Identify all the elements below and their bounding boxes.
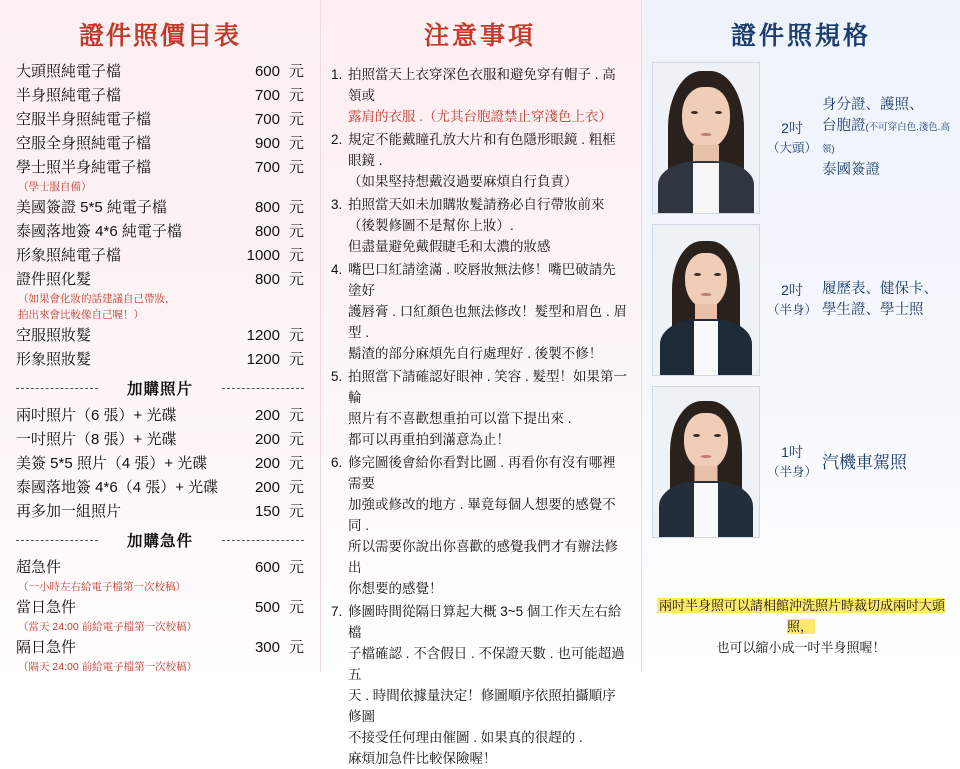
- price-list-group-basic: [16, 62, 304, 194]
- price-row: [16, 246, 304, 265]
- notice-rule-number: 2.: [331, 132, 343, 147]
- price-label: 證件照化髮: [16, 271, 92, 288]
- price-unit: 元: [288, 455, 304, 472]
- price-label: 美國簽證 5*5 純電子檔: [16, 199, 167, 216]
- notice-rule-line: 嘴巴口紅請塗滿 . 咬唇妝無法修！嘴巴破請先塗好: [348, 262, 616, 298]
- spec-row: [652, 62, 950, 214]
- price-amount: 900: [254, 135, 280, 152]
- notice-rule-line: （如果堅持想戴沒過要麻煩自行負責）: [348, 174, 578, 189]
- spec-usage-line: 泰國簽證: [822, 162, 880, 178]
- price-row: [16, 158, 304, 177]
- notice-rule: [331, 194, 629, 257]
- notice-rule: [331, 452, 629, 599]
- price-unit: 元: [288, 503, 304, 520]
- spec-usage-line-note: (不可穿白色.淺色.高領): [822, 122, 950, 155]
- urgent-note: （隔天 24:00 前給電子檔第一次校稿）: [18, 661, 198, 673]
- price-label: 美簽 5*5 照片（4 張）+ 光碟: [16, 455, 208, 472]
- price-unit: 元: [288, 87, 304, 104]
- price-amount: 800: [254, 199, 280, 216]
- price-unit: 元: [288, 559, 304, 576]
- notice-rule-line: 不接受任何理由催圖 . 如果真的很趕的 .: [348, 730, 583, 745]
- notice-rule-number: 1.: [331, 67, 343, 82]
- price-row: [16, 222, 304, 241]
- price-amount: 1200: [246, 351, 280, 368]
- urgent-note: （當天 24:00 前給電子檔第一次校稿）: [18, 621, 198, 633]
- spec-size-value: 2吋: [781, 282, 803, 298]
- notice-panel: [320, 0, 642, 766]
- price-amount: 1000: [246, 247, 280, 264]
- price-row: [16, 110, 304, 129]
- notice-rule-line: 照片有不喜歡想重拍可以當下提出來 .: [348, 411, 572, 426]
- spec-size-sub: （大頭）: [766, 141, 817, 155]
- price-unit: 元: [288, 63, 304, 80]
- notice-rule: [331, 64, 629, 127]
- notice-rule-line: 但盡量避免戴假睫毛和太濃的妝感: [348, 239, 551, 254]
- notice-rule-line: 規定不能戴瞳孔放大片和有色隱形眼鏡 . 粗框眼鏡 .: [348, 132, 616, 168]
- notice-rule-line: 拍照當天上衣穿深色衣服和避免穿有帽子 . 高領或: [348, 67, 616, 103]
- price-row: [16, 406, 304, 425]
- spec-size-sub: （半身）: [766, 303, 817, 317]
- price-row: [16, 598, 304, 617]
- notice-rule-line: （後製修圖不是幫你上妝）.: [348, 218, 514, 233]
- notice-rule-body: [348, 259, 629, 364]
- price-amount: 200: [254, 455, 280, 472]
- price-unit: 元: [288, 327, 304, 344]
- spec-size-value: 2吋: [781, 120, 803, 136]
- price-label: 形象照妝髮: [16, 351, 92, 368]
- notice-rule-body: [348, 64, 629, 127]
- spec-usage-line: 履歷表、健保卡、: [822, 281, 938, 297]
- spec-usage-line: 學生證、學士照: [822, 302, 924, 318]
- notice-rule-line: 護唇膏 . 口紅顏色也無法修改！髮型和眉色 . 眉型 .: [348, 304, 628, 340]
- price-unit: 元: [288, 223, 304, 240]
- price-row: [16, 430, 304, 449]
- notice-rule-number: 3.: [331, 197, 343, 212]
- notice-rule-number: 4.: [331, 262, 343, 277]
- price-label: 當日急件: [16, 599, 77, 616]
- price-row: [16, 326, 304, 345]
- spec-title: 證件照規格: [730, 22, 871, 50]
- price-amount: 600: [254, 559, 280, 576]
- notice-rule-number: 6.: [331, 455, 343, 470]
- price-amount: 200: [254, 431, 280, 448]
- notice-rule-line: 所以需要你說出你喜歡的感覺我們才有辦法修出: [348, 539, 618, 575]
- notice-rule-line: 麻煩加急件比較保險喔！: [348, 751, 497, 766]
- notice-rule: [331, 601, 629, 769]
- spec-size: [766, 442, 818, 482]
- price-amount: 200: [254, 407, 280, 424]
- notice-rule-line: 你想要的感覺！: [348, 581, 443, 596]
- price-label: 再多加一組照片: [16, 503, 122, 520]
- price-amount: 500: [254, 599, 280, 616]
- notice-rule-body: [348, 452, 629, 599]
- notice-rule: [331, 366, 629, 450]
- price-label: 空服全身照純電子檔: [16, 135, 152, 152]
- price-unit: 元: [288, 351, 304, 368]
- price-amount: 300: [254, 639, 280, 656]
- notice-rule-line: 天 . 時間依據量決定！修圖順序依照拍攝順序修圖: [348, 688, 616, 724]
- spec-panel: [642, 0, 960, 672]
- price-label: 泰國落地簽 4*6（4 張）+ 光碟: [16, 479, 219, 496]
- sample-photo-2inch-halfbody: [652, 224, 760, 376]
- notice-rule-line: 加強或修改的地方 . 畢竟每個人想要的感覺不同 .: [348, 497, 616, 533]
- spec-usage-text: [818, 95, 950, 181]
- price-row: [16, 270, 304, 289]
- notice-rule-line: 修完圖後會給你看對比圖 . 再看你有沒有哪裡需要: [348, 455, 616, 491]
- price-amount: 700: [254, 111, 280, 128]
- price-label: 學士照半身純電子檔: [16, 159, 152, 176]
- price-unit: 元: [288, 407, 304, 424]
- price-row: [16, 350, 304, 369]
- notice-rule-line: 都可以再重拍到滿意為止！: [348, 432, 510, 447]
- price-label: 隔日急件: [16, 639, 77, 656]
- price-amount: 800: [254, 271, 280, 288]
- urgent-note: （一小時左右給電子檔第一次校稿）: [18, 581, 186, 593]
- price-list-group-makeup: [16, 326, 304, 369]
- price-note-graduation-gown: （學士服自備）: [18, 181, 92, 193]
- notice-rule-line: 子檔確認 . 不含假日 . 不保證天數 . 也可能超過五: [348, 646, 625, 682]
- notice-rule-line: 拍照當下請確認好眼神 . 笑容 . 髮型！如果第一輪: [348, 369, 628, 405]
- price-label: 空服半身照純電子檔: [16, 111, 152, 128]
- price-row: [16, 638, 304, 657]
- notice-rule: [331, 129, 629, 192]
- notice-rule-number: 7.: [331, 604, 343, 619]
- spec-row: [652, 224, 950, 376]
- price-label: 半身照純電子檔: [16, 87, 122, 104]
- spec-bottom-note: [650, 595, 952, 658]
- price-amount: 150: [254, 503, 280, 520]
- spec-usage-text: [818, 452, 950, 473]
- spec-size-sub: （半身）: [766, 465, 817, 479]
- sample-photo-2inch-headshot: [652, 62, 760, 214]
- price-unit: 元: [288, 599, 304, 616]
- spec-bottom-note-line2: 也可以縮小成一吋半身照喔！: [716, 640, 886, 655]
- spec-usage-line: [822, 116, 950, 160]
- price-row: [16, 502, 304, 521]
- spec-usage-text: [818, 279, 950, 321]
- spec-size: [766, 280, 818, 320]
- notice-rule-body: [348, 366, 629, 450]
- price-label: 一吋照片（8 張）+ 光碟: [16, 431, 177, 448]
- spec-usage-line-main: 台胞證: [822, 118, 866, 134]
- price-note-makeup-2: 拍出來會比較像自己喔！）: [18, 309, 144, 321]
- price-unit: 元: [288, 639, 304, 656]
- price-note-makeup-1: （如果會化妝的話建議自己帶妝，: [18, 293, 176, 305]
- price-amount: 700: [254, 87, 280, 104]
- notice-rule-line: 鬍渣的部分麻煩先自行處理好 . 後製不修！: [348, 346, 603, 361]
- price-amount: 800: [254, 223, 280, 240]
- price-amount: 1200: [246, 327, 280, 344]
- price-label: 超急件: [16, 559, 62, 576]
- price-unit: 元: [288, 479, 304, 496]
- notice-rule-line: 拍照當天如未加購妝髮請務必自行帶妝前來: [348, 197, 605, 212]
- price-list-group-urgent: [16, 558, 304, 674]
- spec-bottom-note-highlight: 兩吋半身照可以請相館沖洗照片時裁切成兩吋大頭照，: [658, 598, 945, 634]
- price-unit: 元: [288, 135, 304, 152]
- notice-rule-body: [348, 194, 629, 257]
- section-header-urgent: 加購急件: [16, 529, 304, 551]
- price-label: 形象照純電子檔: [16, 247, 122, 264]
- price-row: [16, 454, 304, 473]
- price-unit: 元: [288, 199, 304, 216]
- notice-rule-line: 露肩的衣服 .（尤其台胞證禁止穿淺色上衣）: [348, 109, 613, 124]
- notice-rule-line: 修圖時間從隔日算起大概 3~5 個工作天左右給檔: [348, 604, 622, 640]
- notice-rule-number: 5.: [331, 369, 343, 384]
- sample-photo-1inch-halfbody: [652, 386, 760, 538]
- price-unit: 元: [288, 431, 304, 448]
- spec-usage-line: 身分證、護照、: [822, 97, 924, 113]
- price-unit: 元: [288, 159, 304, 176]
- price-label: 泰國落地簽 4*6 純電子檔: [16, 223, 182, 240]
- section-header-addon-photos: 加購照片: [16, 377, 304, 399]
- notice-rule-body: [348, 601, 629, 769]
- price-label: 大頭照純電子檔: [16, 63, 122, 80]
- price-row: [16, 478, 304, 497]
- spec-bottom-note-line1: [650, 595, 952, 637]
- price-row: [16, 62, 304, 81]
- spec-usage-line: 汽機車駕照: [822, 452, 907, 472]
- notice-title: 注意事項: [423, 22, 536, 50]
- price-row: [16, 198, 304, 217]
- price-list-group-addons: [16, 406, 304, 521]
- price-row: [16, 86, 304, 105]
- price-label: 兩吋照片（6 張）+ 光碟: [16, 407, 177, 424]
- price-row: [16, 558, 304, 577]
- price-unit: 元: [288, 247, 304, 264]
- price-row: [16, 134, 304, 153]
- price-amount: 700: [254, 159, 280, 176]
- spec-size: [766, 118, 818, 158]
- price-unit: 元: [288, 271, 304, 288]
- price-list-title: 證件照價目表: [78, 22, 241, 50]
- price-amount: 200: [254, 479, 280, 496]
- price-label: 空服照妝髮: [16, 327, 92, 344]
- spec-size-value: 1吋: [781, 444, 803, 460]
- spec-row: [652, 386, 950, 538]
- price-unit: 元: [288, 111, 304, 128]
- notice-rule: [331, 259, 629, 364]
- price-list-panel: [0, 0, 320, 672]
- notice-rule-body: [348, 129, 629, 192]
- price-list-group-visa: [16, 198, 304, 322]
- price-amount: 600: [254, 63, 280, 80]
